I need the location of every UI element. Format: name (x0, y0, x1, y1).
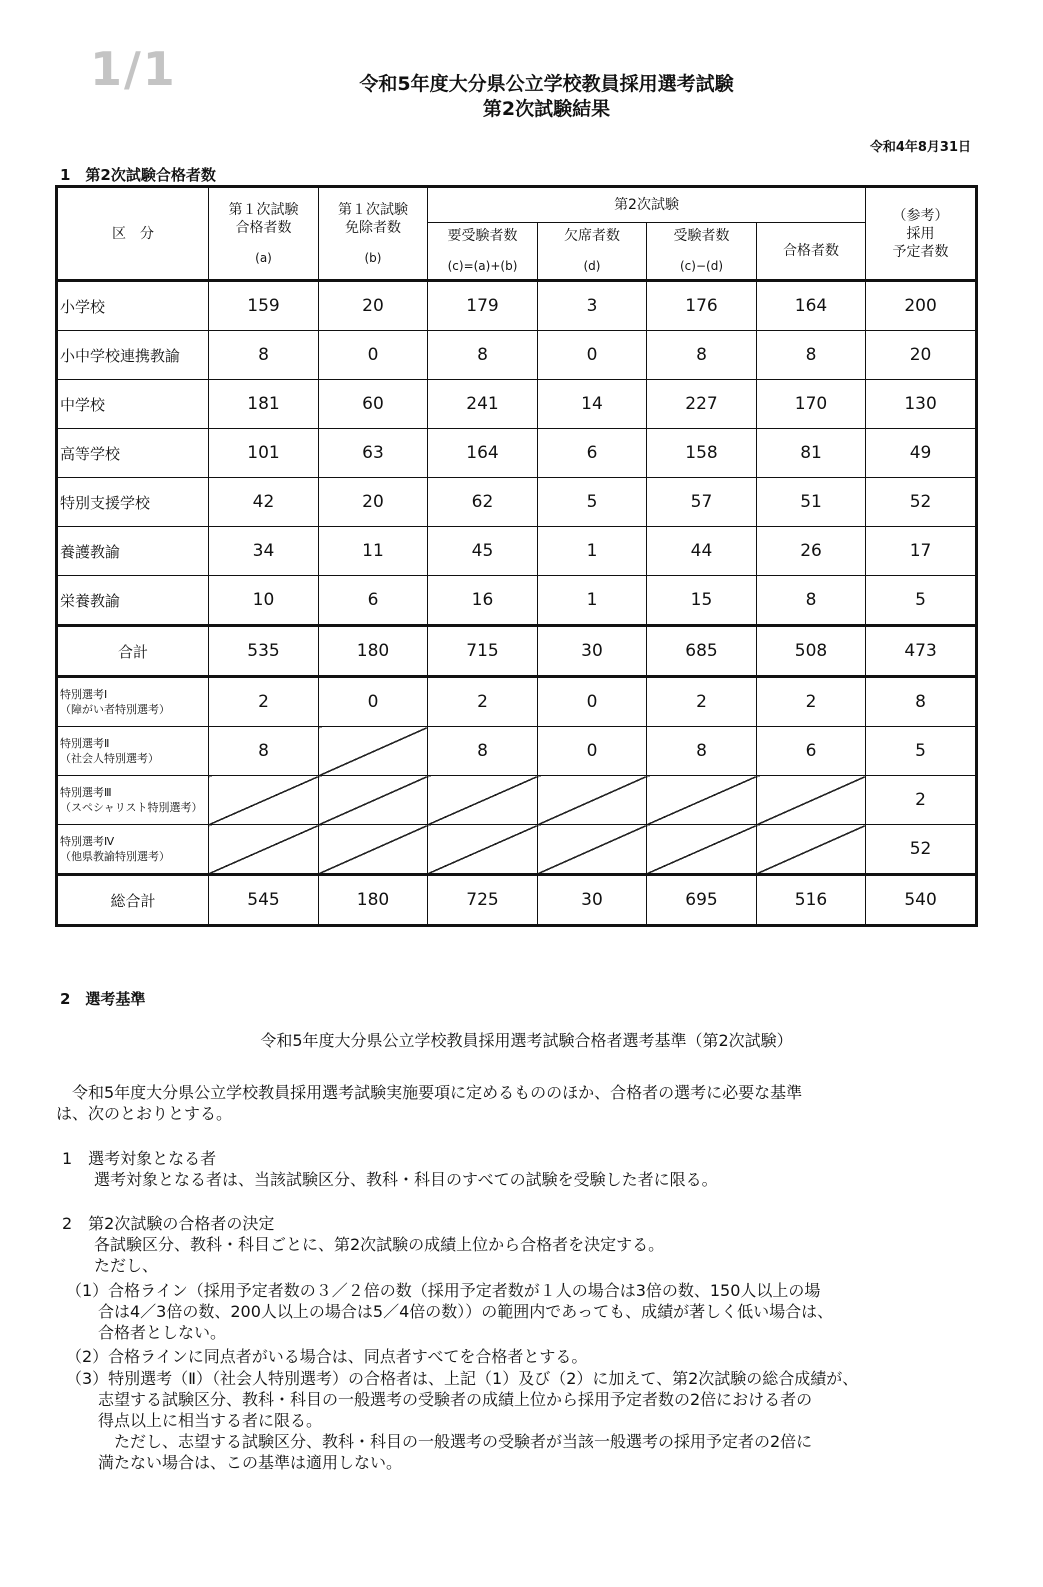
row-label: 小学校 (57, 281, 209, 331)
item2-heading: 2 第2次試験の合格者の決定 (62, 1214, 275, 1233)
slash-cell (647, 825, 757, 875)
cell-d: 1 (538, 576, 647, 626)
row-label: 合計 (57, 626, 209, 677)
item2-sub2: （2）合格ラインに同点者がいる場合は、同点者すべてを合格者とする。 (66, 1347, 588, 1366)
special-row (57, 825, 977, 875)
header-first-pass: 第１次試験 合格者数 (a) (209, 187, 319, 281)
cell-c: 725 (428, 875, 538, 926)
table-row (57, 380, 977, 429)
cell-e: 158 (647, 429, 757, 478)
row-label: 小中学校連携教諭 (57, 331, 209, 380)
cell-g: 473 (866, 626, 977, 677)
cell-g: 5 (866, 576, 977, 626)
cell-f: 164 (757, 281, 866, 331)
cell-c: 164 (428, 429, 538, 478)
cell-c: 8 (428, 727, 538, 776)
cell-a: 535 (209, 626, 319, 677)
slash-cell (757, 776, 866, 825)
slash-cell (538, 776, 647, 825)
cell-g: 52 (866, 478, 977, 527)
special-row (57, 776, 977, 825)
cell-f: 170 (757, 380, 866, 429)
document-title: 令和5年度大分県公立学校教員採用選考試験 (359, 73, 734, 95)
page-indicator: 1/1 (90, 42, 177, 96)
cell-e: 57 (647, 478, 757, 527)
cell-g: 5 (866, 727, 977, 776)
document-date: 令和4年8月31日 (869, 140, 971, 155)
slash-cell (428, 825, 538, 875)
cell-e: 2 (647, 677, 757, 727)
cell-d: 30 (538, 875, 647, 926)
slash-cell (209, 825, 319, 875)
cell-a: 8 (209, 727, 319, 776)
cell-e: 44 (647, 527, 757, 576)
cell-d: 6 (538, 429, 647, 478)
cell-a: 101 (209, 429, 319, 478)
cell-e: 695 (647, 875, 757, 926)
document-subtitle: 第2次試験結果 (482, 98, 611, 120)
cell-b: 60 (319, 380, 428, 429)
row-label: 総合計 (57, 875, 209, 926)
row-label: 特別選考Ⅲ （スペシャリスト特別選考） (57, 776, 209, 825)
cell-f: 26 (757, 527, 866, 576)
cell-g: 130 (866, 380, 977, 429)
cell-g: 17 (866, 527, 977, 576)
cell-b: 11 (319, 527, 428, 576)
section2-heading: 2 選考基準 (60, 990, 146, 1008)
cell-d: 30 (538, 626, 647, 677)
cell-d: 0 (538, 677, 647, 727)
cell-c: 2 (428, 677, 538, 727)
cell-d: 0 (538, 727, 647, 776)
table-row (57, 478, 977, 527)
item1-text: 選考対象となる者は、当該試験区分、教科・科目のすべての試験を受験した者に限る。 (62, 1170, 718, 1189)
cell-f: 51 (757, 478, 866, 527)
item2-sub1: （1）合格ライン（採用予定者数の３／２倍の数（採用予定者数が１人の場合は3倍の数、150人以上の場 合は4／3倍の数、200人以上の場合は5／4倍の数））の範囲内であっても、成績が著しく低い場合は、 合格者としない。 (66, 1281, 834, 1342)
header-absent: 欠席者数 (d) (538, 223, 647, 281)
cell-f: 8 (757, 331, 866, 380)
cell-e: 176 (647, 281, 757, 331)
cell-f: 516 (757, 875, 866, 926)
cell-g: 540 (866, 875, 977, 926)
table-row (57, 576, 977, 626)
table-row (57, 527, 977, 576)
header-first-exempt: 第１次試験 免除者数 (b) (319, 187, 428, 281)
cell-a: 545 (209, 875, 319, 926)
slash-cell (647, 776, 757, 825)
slash-cell (538, 825, 647, 875)
header-planned: （参考） 採用 予定者数 (866, 187, 977, 281)
cell-b: 20 (319, 281, 428, 331)
cell-g: 200 (866, 281, 977, 331)
cell-g: 2 (866, 776, 977, 825)
cell-g: 20 (866, 331, 977, 380)
cell-b: 180 (319, 875, 428, 926)
item2-text: 各試験区分、教科・科目ごとに、第2次試験の成績上位から合格者を決定する。 ただし、 (94, 1235, 665, 1275)
cell-d: 1 (538, 527, 647, 576)
cell-f: 508 (757, 626, 866, 677)
cell-e: 227 (647, 380, 757, 429)
cell-a: 42 (209, 478, 319, 527)
cell-c: 241 (428, 380, 538, 429)
cell-f: 81 (757, 429, 866, 478)
table-row (57, 281, 977, 331)
header-examinees: 受験者数 (c)−(d) (647, 223, 757, 281)
cell-f: 8 (757, 576, 866, 626)
cell-g: 52 (866, 825, 977, 875)
row-label: 特別支援学校 (57, 478, 209, 527)
slash-cell (209, 776, 319, 825)
cell-c: 45 (428, 527, 538, 576)
subtotal-row (57, 626, 977, 677)
slash-cell (757, 825, 866, 875)
row-label: 特別選考Ⅱ （社会人特別選考） (57, 727, 209, 776)
cell-b: 6 (319, 576, 428, 626)
cell-e: 685 (647, 626, 757, 677)
cell-a: 181 (209, 380, 319, 429)
row-label: 栄養教諭 (57, 576, 209, 626)
slash-cell (319, 727, 428, 776)
cell-e: 8 (647, 331, 757, 380)
cell-c: 62 (428, 478, 538, 527)
item1-heading: 1 選考対象となる者 (62, 1149, 217, 1168)
item2-sub3: （3）特別選考（Ⅱ）（社会人特別選考）の合格者は、上記（1）及び（2）に加えて、第2次試験の総合成績が、 志望する試験区分、教科・科目の一般選考の受験者の成績上位から採用予定者数の2倍における者の 得点以上に相当する者に限る。 ただし、志望する試験区分、教科・科目の一般選考の受験者が当該一般選考の採用予定者の2倍に 満たない場合は、この基準は適用しない。 (66, 1369, 859, 1472)
row-label: 特別選考Ⅰ （障がい者特別選考） (57, 677, 209, 727)
slash-cell (319, 776, 428, 825)
results-table (55, 185, 978, 927)
cell-e: 8 (647, 727, 757, 776)
section1-heading: 1 第2次試験合格者数 (60, 166, 216, 184)
cell-f: 2 (757, 677, 866, 727)
cell-b: 0 (319, 331, 428, 380)
special-row (57, 677, 977, 727)
slash-cell (428, 776, 538, 825)
header-second-exam: 第2次試験 (428, 187, 866, 223)
cell-d: 14 (538, 380, 647, 429)
row-label: 特別選考Ⅳ （他県教諭特別選考） (57, 825, 209, 875)
cell-e: 15 (647, 576, 757, 626)
cell-d: 0 (538, 331, 647, 380)
cell-g: 49 (866, 429, 977, 478)
table-row (57, 429, 977, 478)
cell-a: 8 (209, 331, 319, 380)
cell-f: 6 (757, 727, 866, 776)
table-row (57, 331, 977, 380)
total-row (57, 875, 977, 926)
cell-a: 34 (209, 527, 319, 576)
special-row (57, 727, 977, 776)
cell-b: 0 (319, 677, 428, 727)
cell-d: 5 (538, 478, 647, 527)
header-category: 区 分 (57, 187, 209, 281)
row-label: 養護教諭 (57, 527, 209, 576)
header-passed: 合格者数 (757, 223, 866, 281)
cell-a: 10 (209, 576, 319, 626)
cell-c: 715 (428, 626, 538, 677)
cell-b: 180 (319, 626, 428, 677)
row-label: 高等学校 (57, 429, 209, 478)
cell-b: 63 (319, 429, 428, 478)
cell-g: 8 (866, 677, 977, 727)
cell-d: 3 (538, 281, 647, 331)
cell-c: 16 (428, 576, 538, 626)
criteria-title: 令和5年度大分県公立学校教員採用選考試験合格者選考基準（第2次試験） (260, 1031, 793, 1050)
slash-cell (319, 825, 428, 875)
cell-a: 2 (209, 677, 319, 727)
header-required: 要受験者数 (c)=(a)+(b) (428, 223, 538, 281)
cell-c: 179 (428, 281, 538, 331)
cell-c: 8 (428, 331, 538, 380)
cell-a: 159 (209, 281, 319, 331)
cell-b: 20 (319, 478, 428, 527)
row-label: 中学校 (57, 380, 209, 429)
criteria-intro: 令和5年度大分県公立学校教員採用選考試験実施要項に定めるもののほか、合格者の選考に必要な基準 は、次のとおりとする。 (56, 1083, 803, 1123)
